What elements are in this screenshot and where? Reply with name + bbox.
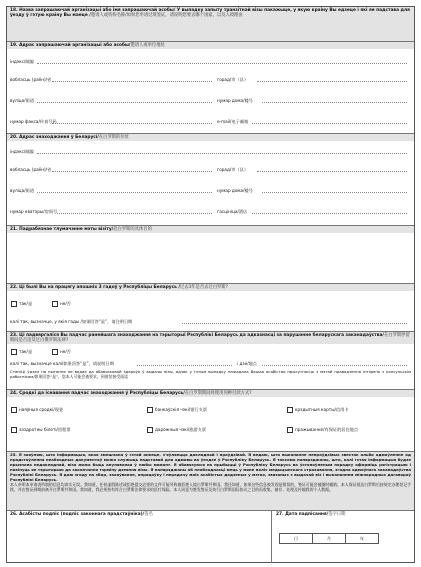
s24-cash-checkbox[interactable] — [11, 407, 17, 413]
section-26-27 — [7, 510, 414, 562]
section-22-title — [7, 284, 414, 291]
section-23-title-cn: 在白罗斯停留期间是否违反过白俄罗斯法律? — [10, 333, 410, 344]
s20-city-field[interactable] — [257, 171, 407, 172]
s19-fax-field[interactable] — [52, 123, 212, 124]
section-26-title — [7, 511, 271, 518]
s20-street-label: вуліца/街道 — [10, 188, 35, 193]
s24-ticket-option[interactable]: заздротны білеті/回程票 — [11, 427, 71, 433]
s19-email-label: e-mail/电子邮箱 — [217, 119, 249, 124]
s20-street-field[interactable] — [37, 192, 212, 193]
s23-if-yes-label: калі так, вызначце калі/如果回答“是”，请说明日期 — [10, 361, 114, 366]
section-22 — [7, 283, 414, 331]
section-24-title-cn: 在白罗斯期间将使用何种付款方式? — [184, 391, 252, 396]
s19-city-label: горад/市（县） — [217, 77, 249, 82]
section-18-title — [7, 7, 414, 19]
s23-where-field[interactable] — [262, 365, 407, 366]
s19-fax-label: нумар факса/传真号码 — [10, 119, 57, 124]
s22-years-field[interactable] — [182, 323, 407, 324]
s22-no-checkbox[interactable] — [52, 301, 58, 307]
s20-hotel-field[interactable] — [252, 213, 407, 214]
section-19 — [7, 41, 414, 133]
section-24-title — [7, 390, 414, 397]
signature-field[interactable] — [7, 519, 269, 562]
s20-house-field[interactable] — [262, 192, 407, 193]
section-26-title-text: 26. Асабісты подпіс (подпіс законнага прадстаўніка)/ — [10, 512, 145, 517]
s23-yes-checkbox[interactable] — [11, 349, 17, 355]
section-19-title-cn: 邀请人或单位地址 — [130, 43, 165, 48]
s20-index-label: індэкс/邮编 — [10, 149, 34, 154]
section-20-title — [7, 134, 414, 141]
section-25 — [7, 451, 414, 510]
s19-house-label: нумар дома/楼号 — [217, 98, 253, 103]
s22-yes-option[interactable]: так/是 — [11, 301, 32, 307]
section-19-title-text: 19. Адрас запрашаючай арганізацыі або асобы/ — [10, 43, 131, 48]
s24-travel-cheques-option[interactable]: дарожныя чэкі/旅游支票 — [147, 427, 206, 433]
purpose-textarea[interactable] — [7, 234, 414, 283]
section-21-title-text: 21. Падрабязнае тлумачэнне мэты візіту/ — [10, 227, 114, 232]
section-23 — [7, 331, 414, 389]
s24-ticket-checkbox[interactable] — [11, 427, 17, 433]
section-18-title-cn: 邀请人或机构名称/如果您申请过境签证，请说明您要去哪个国家，以及入境理由 — [90, 13, 243, 19]
s19-region-field[interactable] — [52, 81, 212, 82]
s23-no-checkbox[interactable] — [52, 349, 58, 355]
section-23-title-text: 23. Ці падвяргаліся Вы падчас ранейшага знаходжання на тэрыторыі Рэспублікі Беларусь да адказнасці за парушэнне беларускага заканадаўства/ — [10, 333, 384, 338]
s20-house-label: нумар дома/楼号 — [217, 188, 253, 193]
s22-yes-checkbox[interactable] — [11, 301, 17, 307]
section-27-title-text: 27. Дата падпісання/ — [276, 512, 329, 517]
s20-region-field[interactable] — [52, 171, 212, 172]
section-24 — [7, 389, 414, 451]
s20-region-label: вобласць (раён)/省 — [10, 167, 52, 172]
s19-index-label: індэкс/邮编 — [10, 59, 34, 64]
s20-hotel-label: гасцініца/酒店 — [217, 209, 248, 214]
s19-house-field[interactable] — [262, 102, 407, 103]
s24-cash-option[interactable]: наяўныя сродкі/现金 — [11, 407, 63, 413]
s23-when-field[interactable] — [137, 365, 232, 366]
section-18 — [7, 7, 414, 41]
s20-apt-label: нумар кватэры/房间号 — [10, 209, 58, 214]
s24-bank-checkbox[interactable] — [147, 407, 153, 413]
s24-accommodation-option[interactable]: пражыванне/有保证的居住地点 — [287, 427, 358, 433]
s23-where-label: і дзе/地点 — [237, 361, 257, 366]
section-23-title — [7, 332, 414, 344]
section-20 — [7, 133, 414, 225]
section-27-title-cn: 签字日期 — [328, 512, 346, 517]
visa-application-form-page — [6, 6, 415, 563]
s24-travel-cheques-checkbox[interactable] — [147, 427, 153, 433]
date-month-cell[interactable]: 月 — [313, 534, 346, 543]
s23-yes-option[interactable]: так/是 — [11, 349, 32, 355]
section-21-title — [7, 226, 414, 233]
s24-accommodation-checkbox[interactable] — [287, 427, 293, 433]
s24-card-option[interactable]: крэдытныя карты/信用卡 — [287, 407, 349, 413]
s23-note: Стан/Ці ўдзел на пытанне не ведае да абавязковай здароўя ў выдачы візы, адзак у гэтым выпадку пажадана Вашаа асабістая прысутнасць з мэтай правядзення інтэрв'ю з консульскім работнікам/如果回答“是”，您本人可能会被要求，到使馆接受面谈 — [10, 369, 411, 379]
s19-index-field[interactable] — [37, 63, 407, 64]
section-22-title-cn: 过去3年是否去过白罗斯? — [179, 285, 228, 290]
s22-if-yes-label: калі так, вызначце, у якія гады /如果回答“是”，请注明日期 — [10, 319, 133, 324]
s19-email-field[interactable] — [252, 123, 407, 124]
s19-city-field[interactable] — [257, 81, 407, 82]
s19-street-label: вуліца/街道 — [10, 98, 35, 103]
s25-declaration: 25. Я заяўляю, што інфармацыя, якая змешчана ў гэтай анкеце, з'яўляецца дакладнай і праўдзівай. Я ведаю, што выкананне непраўдзівых звестак альбо адмоўленне ад прадстаўлення неабходных дакументаў можа служыць падставай для адмовы ва ўездзе ў Рэспубліку Беларусь. Я таксама папярэджаны, што, калі гэтая інфармацыя будзе прызнана недакладнай, віза можа быць ануляваная ў любы момант. Я абавязуюся па прыбыцці ў Рэспубліку Беларусь ва ўстаноўленым парадку аформіць рэгістрацыю і пакінуць яе тэрыторыю да заканчэння тэрміну дзеяння візы. Я папярэджаны аб неабходнасці мець у мяне поліс медыцынскага страхавання, згодна адмоўнага заканадаўства Рэспублікі Беларусь. Я даю згоду на збор, захоўванне, апрацоўку і перадачу маіх асабістых дадзеных у мэтах, звязаных з выдачай віз і выкананнем міжнародных дагавораў Рэспублікі Беларусь. — [10, 452, 411, 482]
s19-street-field[interactable] — [37, 102, 212, 103]
s24-card-checkbox[interactable] — [287, 407, 293, 413]
section-24-title-text: 24. Сродкі да існавання падчас знаходжання ў Рэспубліцы Беларусь/ — [10, 391, 185, 396]
section-20-title-cn: 在白罗斯的住址 — [98, 135, 129, 140]
section-19-title — [7, 42, 414, 49]
section-20-title-text: 20. Адрас знаходжання ў Беларусі/ — [10, 135, 99, 140]
s20-city-label: горад/市（县） — [217, 167, 249, 172]
s20-index-field[interactable] — [37, 153, 407, 154]
section-22-title-text: 22. Ці былі Вы на працягу апошніх 3 гадоў у Рэспубліцы Беларусь / — [10, 285, 180, 290]
s24-bank-option[interactable]: банкаўскія чэкі/银行支票 — [147, 407, 207, 413]
section-27-title — [273, 511, 419, 518]
date-field[interactable] — [279, 533, 379, 544]
section-divider — [271, 511, 272, 563]
section-21 — [7, 225, 414, 283]
date-year-cell[interactable]: 年 — [359, 536, 365, 541]
section-18-title-text: 18. Назва запрашаючай арганізацыі або імя запрашаючай асобы/ У выпадку запыту транзітнай візы пакажыце, у якую краіну Вы едзеце і які яе падстава для ўезду ў гэтую краіну Вы маеце / — [10, 8, 410, 19]
s19-region-label: вобласць (раён)/省 — [10, 77, 52, 82]
section-26-title-cn: 签名 — [144, 512, 153, 517]
date-day-cell[interactable]: 日 — [280, 534, 313, 543]
s23-no-option[interactable]: не/否 — [52, 349, 71, 355]
s20-apt-field[interactable] — [57, 213, 212, 214]
s22-no-option[interactable]: не/否 — [52, 301, 71, 307]
section-21-title-cn: 赴白罗斯的具体目的 — [113, 227, 152, 232]
s25-declaration-cn: 本人申明本申请表所填的信息均真实无误。我知道，任何虚假陈述或拒绝提交必要的文件可能导致被拒绝入境白罗斯共和国。我还知道，如果这些信息被发现是错误的，签证可能会被随时撤销。本人保证抵达白罗斯后按规定办理登记手续，并在签证到期前离开白罗斯共和国。我知道，我必须持有符合白罗斯法律要求的医疗保险。本人同意为签发签证及执行白罗斯国际协议之目的而收集、储存、处理及传输我的个人数据。 — [10, 482, 411, 493]
